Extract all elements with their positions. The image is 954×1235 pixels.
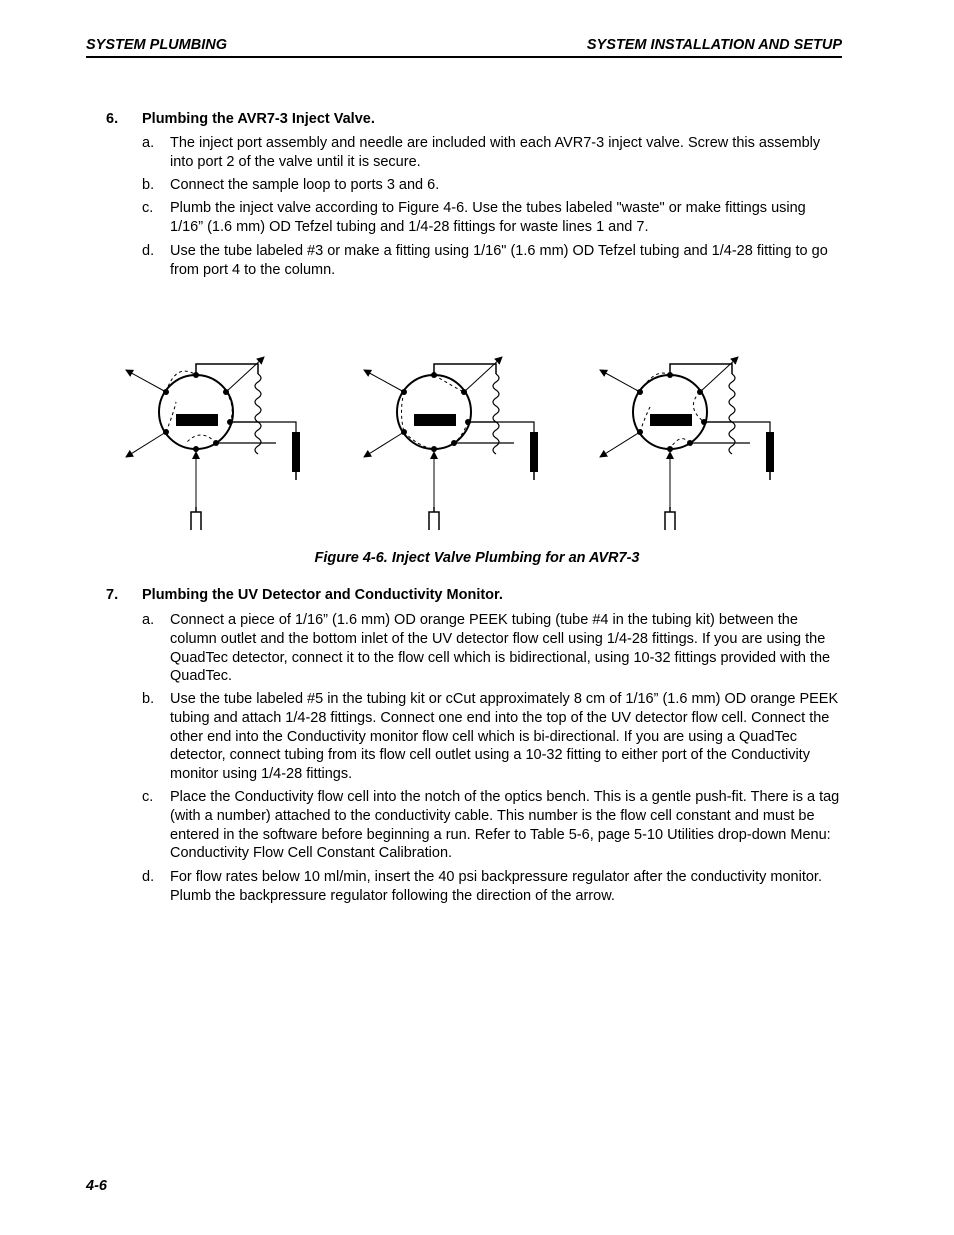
section-6-item-a <box>142 134 842 172</box>
item-letter: a. <box>142 612 155 628</box>
section-6-heading <box>106 111 375 127</box>
section-6-title: Plumbing the AVR7-3 Inject Valve. <box>142 111 375 127</box>
section-7-title: Plumbing the UV Detector and Conductivity Monitor. <box>142 587 503 603</box>
section-6-item-c <box>142 199 842 237</box>
item-text: Connect the sample loop to ports 3 and 6. <box>170 177 440 193</box>
section-7-item-b <box>142 690 842 784</box>
item-letter: a. <box>142 135 155 151</box>
item-text: Use the tube labeled #3 or make a fitting using 1/16" (1.6 mm) OD Tefzel tubing and 1/4-28 fitting to go from port 4 to the column. <box>170 243 828 278</box>
figure-caption: Figure 4-6. Inject Valve Plumbing for an AVR7-3 <box>314 550 640 566</box>
header-section-title: SYSTEM PLUMBING <box>86 37 227 53</box>
item-text: For flow rates below 10 ml/min, insert the 40 psi backpressure regulator after the conductivity monitor. Plumb the backpressure regulator following the direction of the arrow. <box>170 869 822 904</box>
item-letter: d. <box>142 243 155 259</box>
item-text: The inject port assembly and needle are included with each AVR7-3 inject valve. Screw this assembly into port 2 of the valve until it is secure. <box>170 135 821 170</box>
valve-position-1 <box>126 357 300 530</box>
item-text: Plumb the inject valve according to Figure 4-6. Use the tubes labeled "waste" or make fittings using 1/16” (1.6 mm) OD Tefzel tubing and 1/4-28 fittings for waste lines 1 and 7. <box>170 200 806 235</box>
page-number: 4-6 <box>86 1178 107 1194</box>
valve-position-2 <box>364 357 538 530</box>
item-letter: b. <box>142 177 155 193</box>
item-text: Use the tube labeled #5 in the tubing kit or cCut approximately 8 cm of 1/16” (1.6 mm) OD orange PEEK tubing and attach 1/4-28 fittings. Connect one end into the top of the UV detector flow cell. Connect the other end into the Conductivity monitor flow cell which is bi-directional. If you are using a QuadTec detector, connect tubing from its flow cell outlet using a 10-32 fitting to either port of the Conductivity monitor using 1/4-28 fittings. <box>170 691 839 783</box>
valve-position-3 <box>600 357 774 530</box>
inject-valve-plumbing-figure <box>110 340 810 530</box>
section-6-item-b <box>142 176 842 195</box>
item-text: Connect a piece of 1/16” (1.6 mm) OD orange PEEK tubing (tube #4 in the tubing kit) between the column outlet and the bottom inlet of the UV detector flow cell using 1/4-28 fittings. If you are using the QuadTec detector, connect it to the flow cell which is bidirectional, using 10-32 fittings provided with the QuadTec. <box>170 612 831 685</box>
item-letter: b. <box>142 691 155 707</box>
section-7-number: 7. <box>106 587 119 603</box>
section-7-item-c <box>142 788 842 863</box>
section-7-item-d <box>142 868 842 906</box>
page-header <box>86 36 842 58</box>
item-letter: c. <box>142 200 154 216</box>
item-letter: d. <box>142 869 155 885</box>
section-7-heading <box>106 587 503 603</box>
section-6-number: 6. <box>106 111 119 127</box>
section-7-item-a <box>142 611 842 686</box>
item-letter: c. <box>142 789 154 805</box>
section-6-item-d <box>142 242 842 280</box>
header-chapter-title: SYSTEM INSTALLATION AND SETUP <box>586 37 842 53</box>
item-text: Place the Conductivity flow cell into the notch of the optics bench. This is a gentle push-fit. There is a tag (with a number) attached to the conductivity cable. This number is the flow cell constant and must be entered in the software before beginning a run. Refer to Table 5-6, page 5-10 Utilities drop-down Menu: Conductivity Flow Cell Constant Calibration. <box>170 789 840 862</box>
